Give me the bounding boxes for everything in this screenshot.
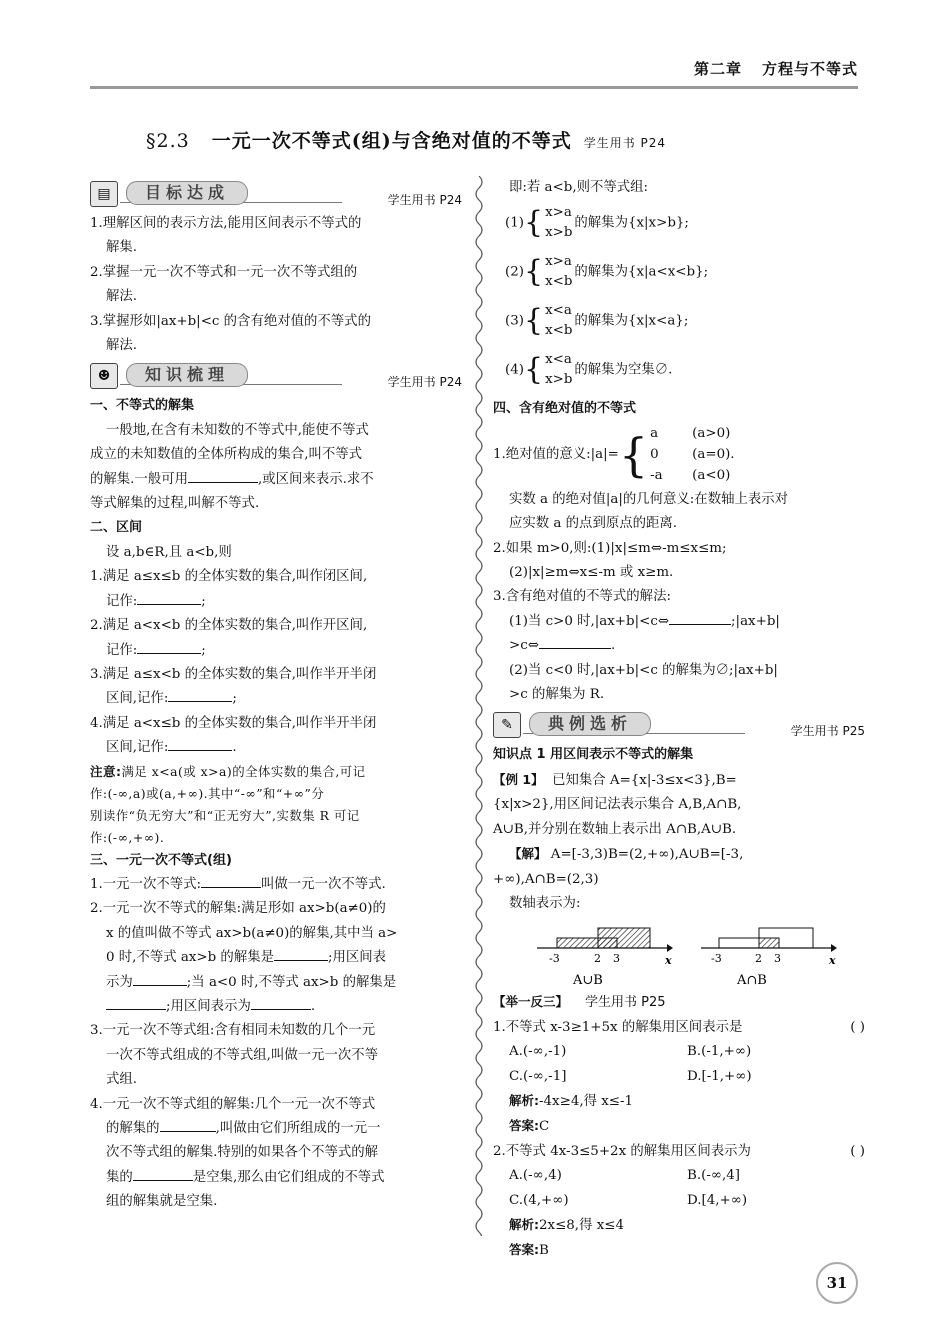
abs-3-title: 3.含有绝对值的不等式的解法: — [493, 589, 671, 605]
abs-definition — [493, 422, 865, 488]
section-1-title: 一、不等式的解集 — [90, 398, 195, 414]
s1-line-1: 一般地,在含有未知数的不等式中,能使不等式 — [106, 422, 369, 438]
abs-2-l1: 2.如果 m>0,则:(1)|x|≤m⇔-m≤x≤m; — [493, 540, 727, 556]
examples-ref: 学生用书 P25 — [790, 724, 865, 739]
abs-2-l2: (2)|x|≥m⇔x≤-m 或 x≥m. — [509, 565, 674, 581]
abs-3-l3: (2)当 c<0 时,|ax+b|<c 的解集为∅;|ax+b| — [509, 662, 778, 678]
s2-intro: 设 a,b∈R,且 a<b,则 — [106, 544, 232, 560]
s2-item-4-cont: 区间,记作: . — [90, 736, 462, 760]
knowledge-banner-label: 知识梳理 — [126, 363, 248, 387]
option-B[interactable]: B.(-∞,4] — [687, 1168, 741, 1184]
interval-B — [598, 928, 650, 948]
analysis-label: 解析: — [509, 1092, 539, 1108]
s2-item-2-label: 记作: — [106, 642, 138, 658]
case-top: x<a — [545, 303, 572, 319]
intersection-caption: A∩B — [737, 973, 767, 987]
blank[interactable] — [251, 995, 311, 1010]
brace: { — [523, 352, 544, 388]
axis-variable: x — [829, 954, 836, 968]
axis-arrow — [831, 944, 837, 952]
system-index: (2) — [505, 264, 524, 280]
system-index: (3) — [505, 313, 524, 329]
q1-options-row-1 — [493, 1040, 865, 1064]
q1-answer-slot[interactable]: ( ) — [850, 1019, 865, 1035]
inequality-system-4 — [505, 348, 865, 392]
reader-icon: ☻ — [90, 363, 118, 389]
blank[interactable] — [188, 468, 258, 483]
inequality-system-3 — [505, 299, 865, 343]
option-C[interactable]: C.(4,+∞) — [509, 1192, 569, 1208]
goals-banner — [90, 178, 462, 208]
case-top: x>a — [545, 205, 572, 221]
s3-item-4-l4 — [90, 1166, 462, 1190]
s3-item-4-l4a: 集的 — [106, 1169, 133, 1185]
answer-label: 答案: — [509, 1242, 539, 1258]
s3-item-3-l2: 一次不等式组成的不等式组,叫做一元一次不等 — [106, 1047, 379, 1063]
s3-item-2-l4 — [90, 971, 462, 995]
case-value: a — [650, 426, 659, 442]
brace: { — [523, 205, 544, 241]
practice-label: 【举一反三】 — [493, 994, 569, 1010]
s2-item-3-label: 区间,记作: — [106, 691, 169, 707]
s2-item-1-cont: 记作: ; — [90, 590, 462, 614]
blank[interactable] — [160, 1117, 216, 1132]
s3-item-4-l2a: 的解集的 — [106, 1121, 160, 1136]
q1-answer — [493, 1114, 865, 1139]
s1-line-3a: 的解集.一般可用 — [90, 471, 188, 487]
pencil-icon: ✎ — [493, 712, 521, 738]
system-index: (1) — [505, 215, 524, 231]
option-D[interactable]: D.[-1,+∞) — [687, 1068, 752, 1084]
abs-def-label: 1.绝对值的意义:|a|= — [493, 446, 619, 462]
solution-text-1: A=[-3,3)B=(2,+∞),A∪B=[-3, — [550, 847, 744, 863]
goal-1-cont: 解集. — [106, 240, 138, 256]
q2-stem-text: 2.不等式 4x-3≤5+2x 的解集用区间表示为 — [493, 1143, 751, 1159]
section-4-title: 四、含有绝对值的不等式 — [493, 401, 637, 417]
s3-item-1a: 1.一元一次不等式: — [90, 876, 202, 892]
option-B[interactable]: B.(-1,+∞) — [687, 1044, 752, 1060]
q2-answer-value: B — [539, 1243, 549, 1259]
tick-label: 3 — [774, 952, 781, 966]
example-l1 — [493, 768, 865, 793]
case-bottom: x<b — [545, 323, 573, 339]
q1-stem — [493, 1016, 865, 1040]
s3-item-2-l3 — [90, 946, 462, 970]
blank[interactable] — [201, 873, 261, 888]
s1-line-3b: ,或区间来表示.求不 — [258, 471, 374, 487]
q1-analysis-text: -4x≥4,得 x≤-1 — [539, 1093, 634, 1109]
tick-label: 3 — [613, 952, 620, 966]
option-A[interactable]: A.(-∞,-1) — [509, 1044, 567, 1060]
q1-options-row-2 — [493, 1065, 865, 1089]
header-rule — [90, 86, 858, 89]
solution-l2: +∞),A∩B=(2,3) — [493, 871, 599, 887]
chart-person-icon: ▤ — [90, 181, 118, 207]
abs-case-2 — [650, 444, 734, 465]
s3-item-3-l3: 式组. — [106, 1072, 138, 1088]
s3-item-2-l4a: 示为 — [106, 974, 133, 990]
s2-item-1-label: 记作: — [106, 593, 138, 609]
example-label: 【例 1】 — [493, 771, 544, 787]
system-result: 的解集为{x|a<x<b}; — [574, 264, 709, 280]
s2-item-2-cont: 记作: ; — [90, 639, 462, 663]
option-C[interactable]: C.(-∞,-1] — [509, 1068, 567, 1084]
section-title — [146, 126, 666, 153]
brace: { — [523, 303, 544, 339]
s2-item-2: 2.满足 a<x<b 的全体实数的集合,叫作开区间, — [90, 618, 368, 634]
blank[interactable] — [669, 610, 731, 625]
s3-item-4-l5: 组的解集就是空集. — [106, 1194, 218, 1210]
q2-stem — [493, 1140, 865, 1164]
blank[interactable] — [106, 995, 166, 1010]
s3-item-2-l4b: ;当 a<0 时,不等式 ax>b 的解集是 — [186, 974, 397, 990]
s2-item-4-label: 区间,记作: — [106, 740, 169, 756]
case-condition: (a<0) — [692, 468, 731, 484]
example-l2: {x|x>2},用区间记法表示集合 A,B,A∩B, — [493, 797, 742, 813]
s3-item-4-l2 — [90, 1117, 462, 1141]
s2-item-3-cont: 区间,记作: ; — [90, 687, 462, 711]
number-line-diagrams — [493, 916, 865, 986]
case-value: 0 — [650, 447, 659, 463]
s2-item-3: 3.满足 a≤x<b 的全体实数的集合,叫作半开半闭 — [90, 666, 377, 682]
blank[interactable] — [137, 639, 201, 654]
knowledge-banner — [90, 360, 462, 390]
system-result: 的解集为{x|x>b}; — [574, 215, 689, 231]
q1-answer-value: C — [539, 1119, 550, 1135]
abs-3-l2a: >c⇔ — [509, 638, 539, 654]
brace: { — [618, 427, 649, 482]
s1-line-2: 成立的未知数值的全体所构成的集合,叫不等式 — [90, 447, 363, 463]
system-cases — [545, 350, 572, 390]
knowledge-point-title: 知识点 1 用区间表示不等式的解集 — [493, 747, 694, 763]
option-A[interactable]: A.(-∞,4) — [509, 1168, 562, 1184]
section-3-title: 三、一元一次不等式(组) — [90, 852, 232, 868]
s3-item-2-l1: 2.一元一次不等式的解集:满足形如 ax>b(a≠0)的 — [90, 901, 386, 917]
example-text-1: 已知集合 A={x|-3≤x<3},B= — [552, 772, 737, 788]
s3-item-3-l1: 3.一元一次不等式组:含有相同未知数的几个一元 — [90, 1023, 376, 1039]
page-number: 31 — [816, 1262, 858, 1304]
intersection-number-line — [701, 928, 837, 986]
blank[interactable] — [168, 687, 232, 702]
union-caption: A∪B — [573, 973, 603, 987]
knowledge-ref: 学生用书 P24 — [387, 375, 462, 390]
s2-item-4: 4.满足 a<x≤b 的全体实数的集合,叫作半开半闭 — [90, 715, 377, 731]
tick-label: -3 — [711, 952, 722, 966]
answer-label: 答案: — [509, 1118, 539, 1134]
q1-analysis — [493, 1089, 865, 1114]
case-bottom: x<b — [545, 274, 573, 290]
note-label: 注意: — [90, 763, 122, 779]
chapter-label: 第二章 — [693, 60, 742, 78]
analysis-label: 解析: — [509, 1216, 539, 1232]
tick-label: 2 — [594, 952, 601, 966]
axis-intro: 数轴表示为: — [509, 895, 581, 911]
s3-item-2-l5a: ;用区间表示为 — [166, 998, 251, 1014]
case-value: -a — [650, 468, 663, 484]
solution-l1 — [493, 842, 865, 867]
abs-meaning-1: 实数 a 的绝对值|a|的几何意义:在数轴上表示对 — [509, 491, 789, 507]
blank[interactable] — [133, 971, 187, 986]
s3-item-2-l5b: . — [310, 998, 316, 1014]
solution-label: 【解】 — [509, 846, 547, 862]
brace: { — [523, 254, 544, 290]
q1-stem-text: 1.不等式 x-3≥1+5x 的解集用区间表示是 — [493, 1019, 743, 1035]
option-D[interactable]: D.[4,+∞) — [687, 1192, 748, 1208]
s3-item-2-l2: x 的值叫做不等式 ax>b(a≠0)的解集,其中当 a> — [106, 925, 398, 941]
case-bottom: x>b — [545, 225, 573, 241]
note-line-1 — [90, 761, 462, 783]
abs-3-l4: >c 的解集为 R. — [509, 687, 605, 703]
abs-cases — [650, 423, 734, 486]
goal-2: 2.掌握一元一次不等式和一元一次不等式组的 — [90, 264, 358, 280]
goal-3: 3.掌握形如|ax+b|<c 的含有绝对值的不等式的 — [90, 313, 371, 329]
inequality-system-1 — [505, 201, 865, 245]
s3-item-4-l1: 4.一元一次不等式组的解集:几个一元一次不等式 — [90, 1096, 376, 1112]
section-number: §2.3 — [146, 130, 190, 152]
practice-heading — [493, 990, 865, 1015]
q2-analysis-text: 2x≤8,得 x≤4 — [539, 1217, 625, 1233]
chapter-header — [674, 58, 858, 79]
goal-3-cont: 解法. — [106, 338, 138, 354]
abs-case-3 — [650, 465, 734, 486]
column-divider — [470, 176, 488, 1236]
abs-3-l1a: (1)当 c>0 时,|ax+b|<c⇔ — [509, 613, 670, 629]
q2-analysis — [493, 1213, 865, 1238]
axis-arrow — [667, 944, 673, 952]
interval-intersection — [759, 938, 779, 948]
union-number-line — [537, 928, 673, 986]
case-condition: (a>0) — [692, 426, 731, 442]
system-cases — [545, 203, 572, 243]
s1-line-4: 等式解集的过程,叫解不等式. — [90, 496, 260, 512]
blank[interactable] — [133, 1166, 193, 1181]
system-cases — [545, 252, 572, 292]
practice-ref: 学生用书 P25 — [585, 995, 666, 1011]
system-result: 的解集为空集∅. — [574, 362, 673, 378]
note-line-3: 别读作“负无穷大”和“正无穷大”,实数集 R 可记 — [90, 807, 360, 823]
examples-banner-label: 典例选析 — [529, 712, 651, 736]
case-bottom: x>b — [545, 372, 573, 388]
system-cases — [545, 301, 572, 341]
right-column — [493, 176, 865, 1264]
section-ref: 学生用书 P24 — [583, 136, 667, 150]
goals-ref: 学生用书 P24 — [387, 193, 462, 207]
case-top: x>a — [545, 254, 572, 270]
s3-item-4-l3: 次不等式组的解集.特别的如果各个不等式的解 — [106, 1145, 379, 1161]
s3-item-4-l2b: ,叫做由它们所组成的一元一 — [215, 1121, 381, 1136]
inequality-system-2 — [505, 250, 865, 294]
example-l3: A∪B,并分别在数轴上表示出 A∩B,A∪B. — [493, 821, 737, 837]
abs-case-1 — [650, 423, 734, 444]
case-condition: (a=0). — [692, 447, 735, 463]
goal-2-cont: 解法. — [106, 289, 138, 305]
case-top: x<a — [545, 352, 572, 368]
system-index: (4) — [505, 362, 524, 378]
abs-3-l1 — [493, 610, 865, 634]
systems-intro: 即:若 a<b,则不等式组: — [509, 180, 649, 195]
q2-answer — [493, 1238, 865, 1263]
examples-banner — [493, 709, 865, 739]
note-line-2: 作:(-∞,a)或(a,+∞).其中“-∞”和“+∞”分 — [90, 785, 325, 801]
abs-3-l2 — [493, 634, 865, 658]
s1-line-3 — [90, 468, 462, 492]
q2-answer-slot[interactable]: ( ) — [850, 1143, 865, 1159]
q2-options-row-1 — [493, 1164, 865, 1188]
abs-3-l1b: ;|ax+b| — [731, 613, 780, 629]
s3-item-1 — [90, 873, 462, 897]
section-title-text: 一元一次不等式(组)与含绝对值的不等式 — [211, 130, 572, 152]
section-2-title: 二、区间 — [90, 520, 143, 536]
s2-item-1: 1.满足 a≤x≤b 的全体实数的集合,叫作闭区间, — [90, 569, 368, 585]
tick-label: -3 — [549, 952, 560, 966]
blank[interactable] — [539, 634, 611, 649]
s3-item-2-l3b: ;用区间表 — [328, 950, 387, 966]
tick-label: 2 — [755, 952, 762, 966]
s3-item-4-l4b: 是空集,那么由它们组成的不等式 — [192, 1169, 385, 1185]
blank[interactable] — [168, 736, 232, 751]
s3-item-1b: 叫做一元一次不等式. — [261, 876, 386, 892]
abs-3-l2b: . — [610, 638, 616, 654]
note-line-4: 作:(-∞,+∞). — [90, 829, 165, 845]
left-column — [90, 176, 462, 1215]
goal-1: 1.理解区间的表示方法,能用区间表示不等式的 — [90, 216, 362, 231]
system-result: 的解集为{x|x<a}; — [574, 313, 689, 329]
abs-meaning-2: 应实数 a 的点到原点的距离. — [509, 516, 678, 532]
goals-banner-label: 目标达成 — [126, 181, 248, 205]
chapter-topic: 方程与不等式 — [761, 60, 858, 78]
q2-options-row-2 — [493, 1189, 865, 1213]
s3-item-2-l5 — [90, 995, 462, 1019]
note-text-1: 满足 x<a(或 x>a)的全体实数的集合,可记 — [121, 763, 366, 779]
s3-item-2-l3a: 0 时,不等式 ax>b 的解集是 — [106, 950, 274, 966]
axis-variable: x — [665, 954, 672, 968]
blank[interactable] — [137, 590, 201, 605]
blank[interactable] — [274, 946, 328, 961]
